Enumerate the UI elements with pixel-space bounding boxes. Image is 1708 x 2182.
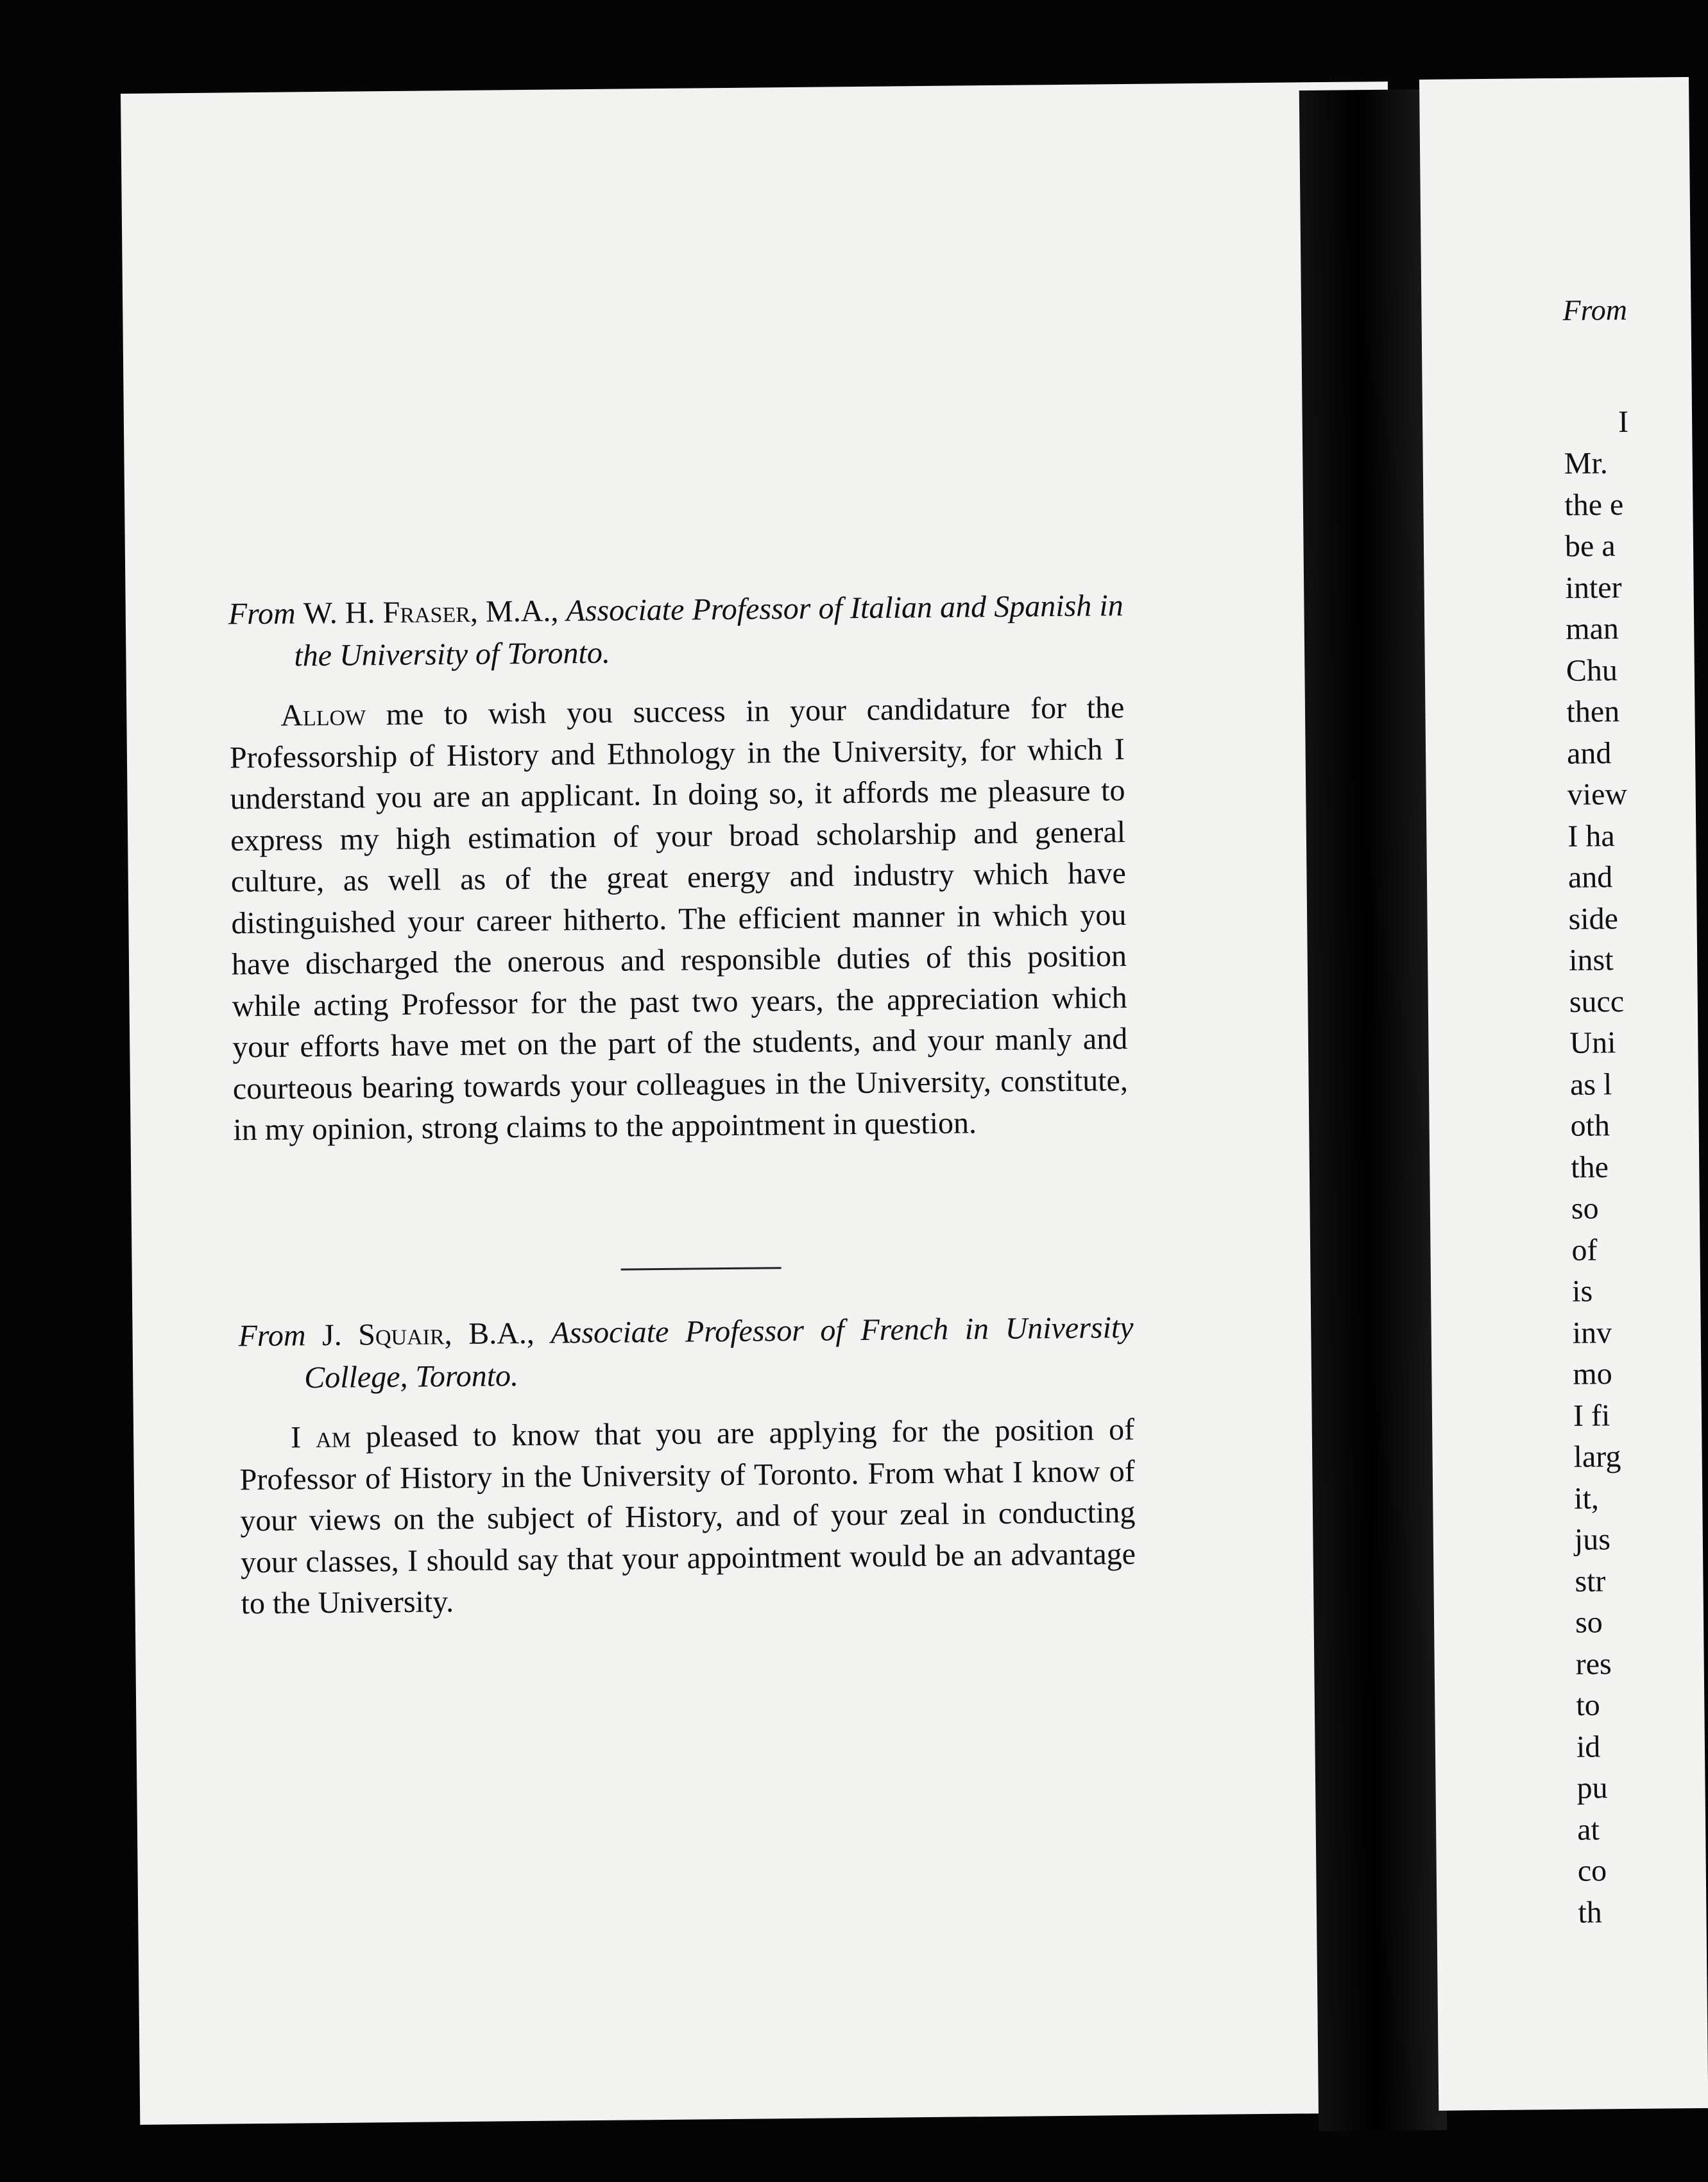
letter-heading [228,585,1123,678]
right-page-line: succ [1569,984,1625,1019]
right-page-line: of [1571,1232,1598,1267]
right-page-line: is [1571,1274,1593,1309]
right-page-line: co [1577,1853,1607,1888]
right-page-line: man [1565,612,1619,646]
right-page-line: larg [1573,1439,1621,1474]
right-page-text [1562,289,1707,1934]
right-page-line: I fi [1573,1398,1610,1433]
right-page-line: inter [1565,570,1622,605]
opening-word: I am [290,1420,352,1455]
section-divider [621,1267,781,1270]
letter-body [239,1409,1136,1625]
right-page-line: it, [1573,1481,1600,1516]
right-page-line: id [1576,1729,1601,1764]
right-page-line: to [1576,1688,1600,1722]
right-page-line: th [1578,1894,1603,1930]
letter-text: pleased to know that you are applying for the position of Professor of History in the University of Toronto. From what I know of your views on the subject of History, and of your zeal in conducting your classes, I should say that your appointment would be an advantage to the University. [239,1412,1136,1621]
letter-heading [238,1307,1134,1400]
right-page-line: then [1566,694,1620,729]
right-page-line: and [1567,860,1613,895]
right-page-line: the [1571,1149,1609,1185]
right-page-line: the e [1564,487,1624,522]
right-page-line: be a [1564,529,1616,563]
right-page-line: pu [1576,1771,1608,1805]
right-page-line: so [1571,1191,1599,1226]
letter-text: me to wish you success in your candidature for the Professorship of History and Ethnology in the University, for which I understand you are an applicant. In doing so, it affords me pleasure to express my high estimation of your broad scholarship and general culture, as well as of the great energy and industry which have distinguished your career hitherto. The efficient manner in which you have discharged the onerous and responsible duties of this position while acting Professor for the past two years, the appreciation which your efforts have met on the part of the students, and your manly and courteous bearing towards your colleagues in the University, constitute, in my opinion, strong claims to the appointment in question. [229,691,1129,1147]
letter-fraser [228,585,1128,1151]
right-page-line: oth [1570,1108,1610,1143]
author-name: J. Squair [321,1317,445,1353]
from-word: From [228,596,296,631]
right-page-heading: From [1562,293,1628,327]
right-page-lines [1564,400,1707,1933]
right-page-line: mo [1573,1357,1612,1391]
from-word: From [238,1318,306,1353]
right-page-line: and [1566,735,1612,771]
right-page-line: Chu [1566,653,1618,688]
opening-word: Allow [280,698,366,733]
right-page-line: Mr. [1564,446,1609,481]
right-page-line: view [1567,777,1628,812]
right-page-line: inv [1572,1315,1612,1350]
right-page-line: str [1575,1563,1606,1599]
letter-body [229,687,1129,1151]
author-degree: , M.A., [470,594,567,629]
right-page-line: at [1576,1812,1600,1847]
author-position: Associate Professor of French in University College, Toronto. [303,1310,1134,1395]
right-page-line: so [1575,1605,1603,1640]
right-page [1419,77,1708,2111]
right-page-line: jus [1574,1522,1611,1557]
right-page-line: res [1575,1646,1612,1681]
right-page-line: side [1568,901,1619,936]
letter-squair [238,1307,1136,1625]
author-degree: , B.A., [444,1316,551,1352]
right-page-line: as l [1569,1067,1612,1102]
author-position: Associate Professor of Italian and Spanish in the University of Toronto. [294,588,1123,673]
left-page [121,82,1407,2125]
author-name: W. H. Fraser [303,594,471,631]
right-page-line: inst [1568,943,1614,977]
right-page-line: Uni [1569,1026,1616,1060]
right-page-line: I [1618,404,1629,439]
right-page-line: I ha [1567,818,1615,854]
